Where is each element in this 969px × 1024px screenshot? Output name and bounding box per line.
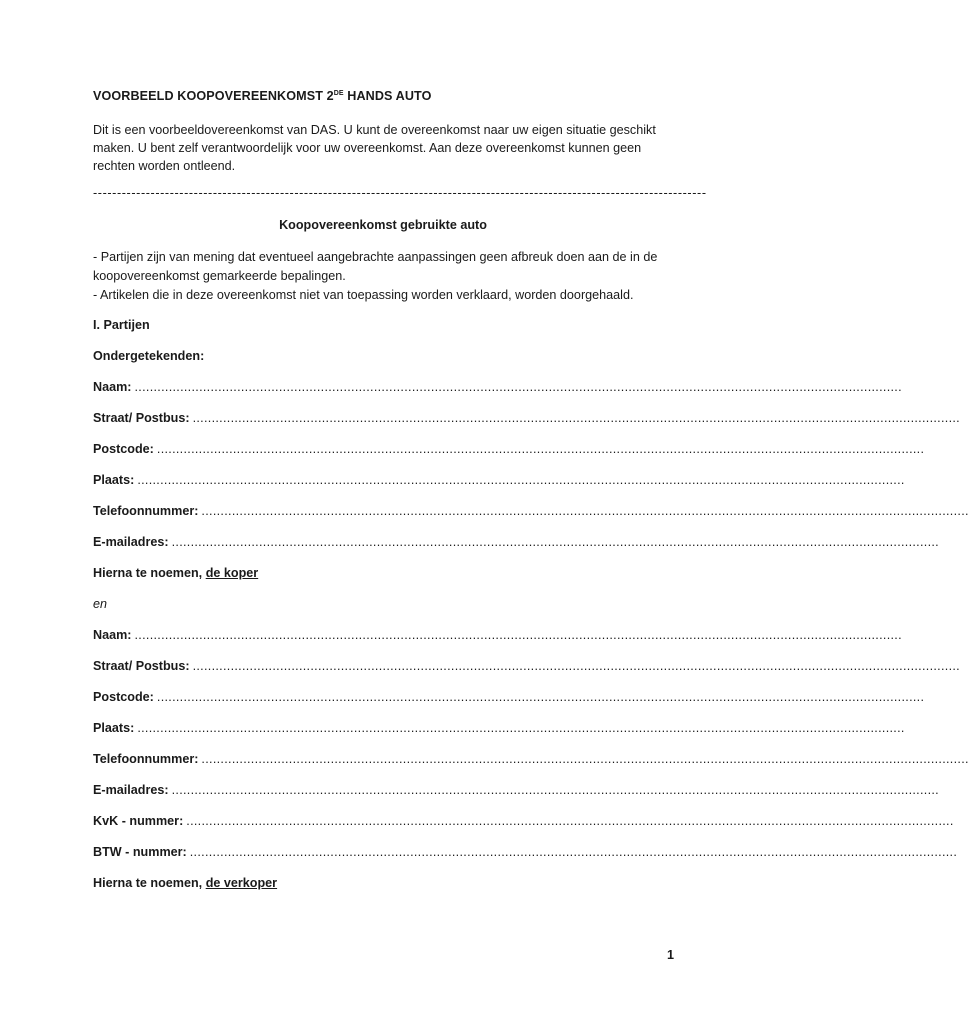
field-label: Telefoonnummer: — [93, 504, 199, 518]
seller-kvk-field[interactable] — [93, 814, 954, 828]
designation-text: Hierna te noemen, — [93, 566, 206, 580]
fill-line: .......................................................................................................................................................................................................... — [137, 721, 905, 735]
buyer-city-field[interactable] — [93, 473, 905, 487]
fill-line: .......................................................................................................................................................................................................... — [201, 504, 969, 518]
document-subtitle: Koopovereenkomst gebruikte auto — [279, 218, 487, 232]
page-number: 1 — [667, 948, 675, 962]
note-amendments: - Partijen zijn van mening dat eventueel aangebrachte aanpassingen geen afbreuk doen aan de in de koopovereenkomst gemarkeerde bepalingen. — [93, 250, 658, 283]
buyer-role: de koper — [205, 566, 259, 580]
field-label: Straat/ Postbus: — [93, 411, 190, 425]
buyer-phone-field[interactable] — [93, 504, 969, 518]
seller-street-field[interactable] — [93, 659, 960, 673]
seller-designation — [93, 876, 277, 890]
fill-line: .......................................................................................................................................................................................................... — [192, 411, 960, 425]
seller-name-field[interactable] — [93, 628, 902, 642]
fill-line: .......................................................................................................................................................................................................... — [156, 442, 925, 456]
field-label: Naam: — [93, 628, 132, 642]
field-label: E-mailadres: — [93, 535, 169, 549]
title-superscript: DE — [333, 90, 344, 97]
title-main-text: VOORBEELD KOOPOVEREENKOMST 2 — [93, 89, 334, 103]
fill-line: .......................................................................................................................................................................................................... — [171, 783, 939, 797]
field-label: Plaats: — [93, 721, 135, 735]
field-label: Postcode: — [93, 442, 154, 456]
seller-role: de verkoper — [205, 876, 278, 890]
designation-text: Hierna te noemen, — [93, 876, 206, 890]
fill-line: .......................................................................................................................................................................................................... — [156, 690, 925, 704]
field-label: Plaats: — [93, 473, 135, 487]
section-title-parties: I. Partijen — [93, 318, 150, 332]
fill-line: .......................................................................................................................................................................................................... — [134, 380, 902, 394]
fill-line: .......................................................................................................................................................................................................... — [201, 752, 969, 766]
fill-line: .......................................................................................................................................................................................................... — [134, 628, 902, 642]
fill-line: .......................................................................................................................................................................................................... — [189, 845, 958, 859]
buyer-designation — [93, 566, 258, 580]
buyer-postcode-field[interactable] — [93, 442, 925, 456]
seller-city-field[interactable] — [93, 721, 905, 735]
field-label: E-mailadres: — [93, 783, 169, 797]
field-label: Telefoonnummer: — [93, 752, 199, 766]
field-label: Postcode: — [93, 690, 154, 704]
fill-line: .......................................................................................................................................................................................................... — [137, 473, 905, 487]
seller-phone-field[interactable] — [93, 752, 969, 766]
fill-line: .......................................................................................................................................................................................................... — [186, 814, 954, 828]
connector-en: en — [93, 597, 108, 611]
buyer-name-field[interactable] — [93, 380, 902, 394]
dashed-divider: -------------------------------------------------------------------------------------------------------------------------------- — [93, 186, 707, 200]
seller-btw-field[interactable] — [93, 845, 958, 859]
seller-postcode-field[interactable] — [93, 690, 925, 704]
notes-block — [93, 248, 678, 305]
field-label: KvK - nummer: — [93, 814, 184, 828]
field-label: Naam: — [93, 380, 132, 394]
field-label: BTW - nummer: — [93, 845, 187, 859]
buyer-email-field[interactable] — [93, 535, 939, 549]
signatories-label: Ondergetekenden: — [93, 349, 205, 363]
buyer-street-field[interactable] — [93, 411, 960, 425]
seller-email-field[interactable] — [93, 783, 939, 797]
fill-line: .......................................................................................................................................................................................................... — [171, 535, 939, 549]
note-strikethrough: - Artikelen die in deze overeenkomst niet van toepassing worden verklaard, worden doorgehaald. — [93, 288, 634, 302]
title-end-text: HANDS AUTO — [343, 89, 432, 103]
field-label: Straat/ Postbus: — [93, 659, 190, 673]
intro-paragraph: Dit is een voorbeeldovereenkomst van DAS. U kunt de overeenkomst naar uw eigen situatie geschikt maken. U bent zelf verantwoordelijk voor uw overeenkomst. Aan deze overeenkomst kunnen geen rechten worden ontleend. — [93, 123, 656, 173]
document-title — [93, 89, 432, 103]
fill-line: .......................................................................................................................................................................................................... — [192, 659, 960, 673]
